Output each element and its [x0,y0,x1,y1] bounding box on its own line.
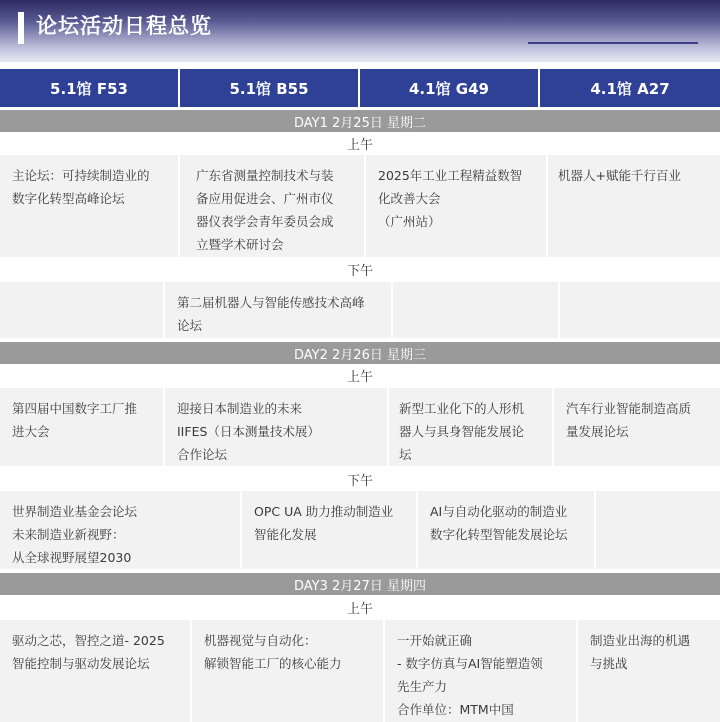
period-label: 下午 [346,474,373,489]
session-title-line: （广州站） [378,214,441,229]
hall-header: 4.1馆 A27 [540,69,720,107]
session-title-line: 主论坛：可持续制造业的 [12,168,150,183]
session-cell [165,282,393,338]
session-cell [180,155,366,257]
session-title-line: 驱动之芯，智控之道- 2025 [12,633,165,648]
hall-header: 4.1馆 G49 [360,69,540,107]
session-title-line: 备应用促进会、广州市仪 [196,191,334,206]
title-underline [528,42,698,44]
title-accent-bar [18,12,24,44]
session-title-line: 制造业出海的机遇 [590,633,691,648]
empty-session-cell [560,282,720,338]
session-title-line: 与挑战 [590,656,628,671]
session-title-line: 论坛 [177,318,203,333]
session-row [0,155,720,257]
session-title-line: OPC UA 助力推动制造业 [254,504,394,519]
empty-session-cell [393,282,560,338]
session-cell [165,388,389,466]
session-cell [385,620,578,722]
session-title-line: - 数字仿真与AI智能塑造领 [397,656,543,671]
session-title-line: 广东省测量控制技术与装 [196,168,334,183]
session-cell [0,155,180,257]
hall-header: 5.1馆 F53 [0,69,180,107]
session-title-line: AI与自动化驱动的制造业 [430,504,568,519]
session-title-line: 第四届中国数字工厂推 [12,401,138,416]
session-title-line: 器人与具身智能发展论 [399,424,525,439]
title-banner [0,0,720,62]
period-label: 上午 [346,602,373,617]
session-cell [554,388,720,466]
session-title-line: 机器人+赋能千行百业 [558,168,681,183]
session-title-line: 从全球视野展望2030 [12,550,132,565]
session-title-line: 智能控制与驱动发展论坛 [12,656,150,671]
session-title-line: 一开始就正确 [397,633,473,648]
session-cell [0,388,165,466]
day-header: DAY2 2月26日 星期三 [0,342,720,364]
empty-session-cell [0,282,165,338]
session-title-line: 合作论坛 [177,447,228,462]
session-title-line: 立暨学术研讨会 [196,237,284,252]
session-row [0,282,720,338]
session-title-line: 器仪表学会青年委员会成 [196,214,334,229]
session-title-line: 坛 [399,447,412,462]
session-title-line: 第二届机器人与智能传感技术高峰 [177,295,365,310]
day-header: DAY3 2月27日 星期四 [0,573,720,595]
session-cell [192,620,385,722]
session-title-line: 化改善大会 [378,191,441,206]
period-label: 下午 [346,264,373,279]
session-title-line: 新型工业化下的人形机 [399,401,525,416]
page-title: 论坛活动日程总览 [36,14,212,38]
empty-session-cell [596,491,720,569]
session-cell [0,620,192,722]
session-row [0,620,720,722]
session-title-line: 2025年工业工程精益数智 [378,168,523,183]
period-label: 上午 [346,370,373,385]
session-cell [366,155,548,257]
session-cell [578,620,720,722]
session-cell [242,491,418,569]
session-title-line: 汽车行业智能制造高质 [566,401,692,416]
session-title-line: 世界制造业基金会论坛 [12,504,138,519]
session-title-line: 数字化转型高峰论坛 [12,191,125,206]
session-title-line: 合作单位：MTM中国 [397,702,514,717]
session-title-line: IIFES（日本测量技术展） [177,424,320,439]
session-cell [0,491,242,569]
period-label: 上午 [346,138,373,153]
session-title-line: 智能化发展 [254,527,317,542]
hall-header-row [0,69,720,107]
session-cell [548,155,720,257]
session-title-line: 解锁智能工厂的核心能力 [204,656,342,671]
session-title-line: 先生产力 [397,679,448,694]
session-title-line: 量发展论坛 [566,424,629,439]
session-title-line: 进大会 [12,424,50,439]
day-header: DAY1 2月25日 星期二 [0,110,720,132]
session-cell [418,491,596,569]
session-cell [389,388,554,466]
session-title-line: 未来制造业新视野： [12,527,125,542]
session-title-line: 迎接日本制造业的未来 [177,401,303,416]
session-title-line: 数字化转型智能发展论坛 [430,527,568,542]
hall-header: 5.1馆 B55 [180,69,360,107]
session-title-line: 机器视觉与自动化： [204,633,317,648]
session-row [0,388,720,466]
session-row [0,491,720,569]
